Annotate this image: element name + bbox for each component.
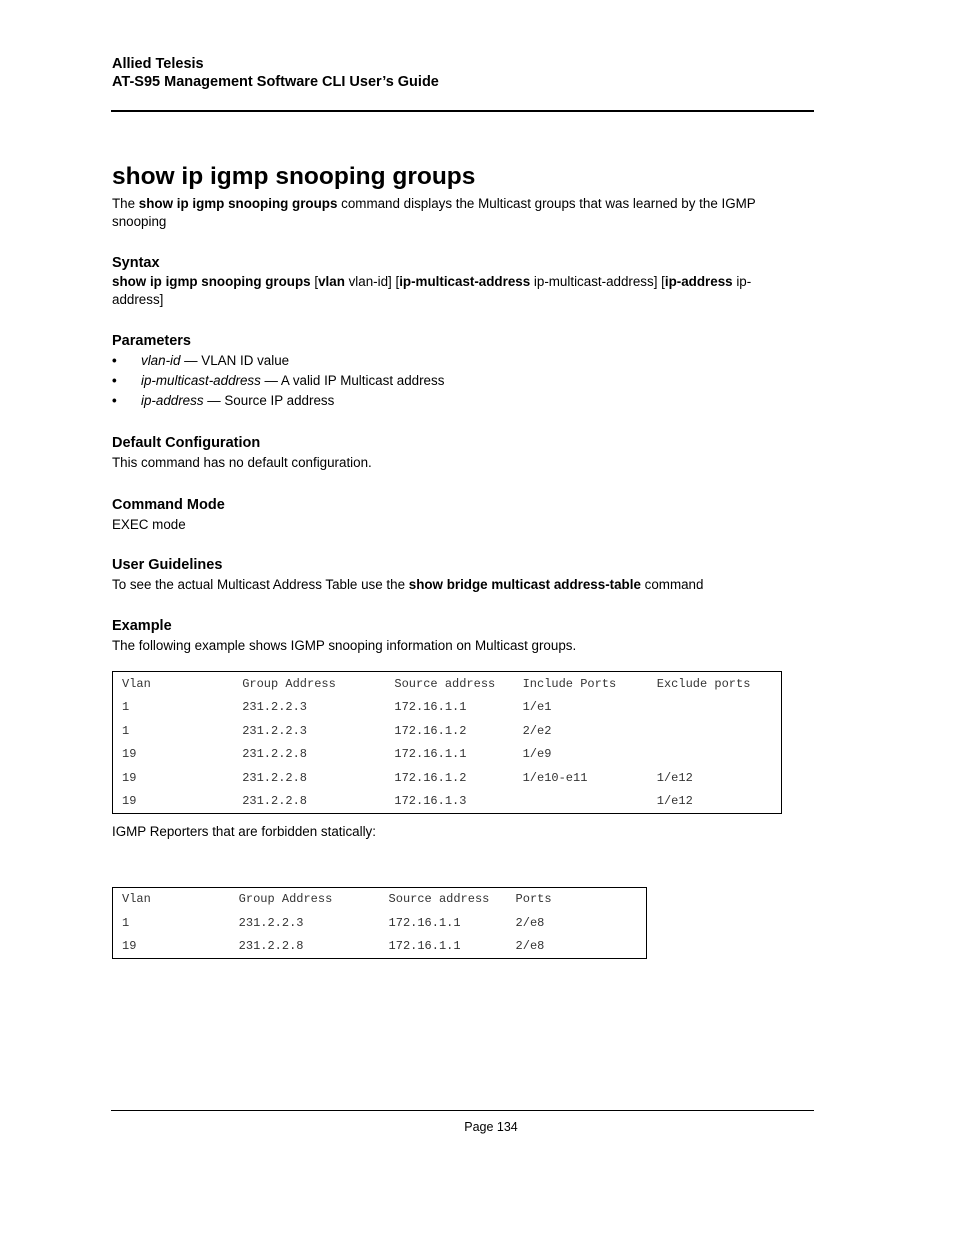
parameter-desc: — Source IP address xyxy=(203,393,335,408)
default-config-heading: Default Configuration xyxy=(112,435,261,451)
parameter-name: ip-multicast-address xyxy=(141,373,261,388)
page-number: Page 134 xyxy=(464,1120,518,1134)
forbidden-reporters-text: IGMP Reporters that are forbidden statically: xyxy=(112,824,376,839)
table-cell xyxy=(523,790,657,814)
table-row xyxy=(113,719,782,743)
table-cell: 1 xyxy=(113,696,243,720)
table-cell: 2/e8 xyxy=(515,915,545,930)
table-header-cell: Vlan xyxy=(122,892,151,907)
table-cell: 231.2.2.8 xyxy=(238,939,304,954)
user-guidelines-heading: User Guidelines xyxy=(112,557,223,573)
example-text: The following example shows IGMP snooping information on Multicast groups. xyxy=(112,637,577,653)
table-header-cell: Group Address xyxy=(242,676,336,691)
table-cell: 19 xyxy=(113,766,243,790)
table-cell: 172.16.1.3 xyxy=(394,794,467,809)
syntax-part: ip-multicast-address] [ xyxy=(530,274,665,289)
bullet-icon: • xyxy=(112,393,117,408)
table-cell xyxy=(657,743,782,767)
guide-title: AT-S95 Management Software CLI User’s Guide xyxy=(112,74,439,90)
table-cell: 1/e12 xyxy=(656,794,693,809)
table-cell: 1/e9 xyxy=(522,747,552,762)
parameter-desc: — A valid IP Multicast address xyxy=(260,373,445,388)
table-cell: 2/e8 xyxy=(515,939,545,954)
intro-command: show ip igmp snooping groups xyxy=(138,196,338,211)
command-mode-text: EXEC mode xyxy=(112,516,186,532)
intro-suffix: command displays the Multicast groups that was learned by the IGMP snooping xyxy=(112,196,756,229)
main-content xyxy=(112,160,802,959)
example-heading: Example xyxy=(112,617,172,634)
command-mode-heading: Command Mode xyxy=(112,496,225,513)
forbidden-reporters-table xyxy=(112,887,647,960)
syntax-part: ip-multicast-address xyxy=(399,274,531,289)
table-row xyxy=(113,790,782,814)
syntax-part: show ip igmp snooping groups xyxy=(112,274,311,289)
guidelines-command: show bridge multicast address-table xyxy=(408,577,641,592)
table-cell: 172.16.1.1 xyxy=(388,939,461,954)
header-divider xyxy=(111,110,814,112)
table-header-row xyxy=(113,672,782,696)
table-cell: 19 xyxy=(122,939,137,954)
table-cell: 1 xyxy=(122,915,130,930)
bullet-icon: • xyxy=(112,373,117,388)
table-header-cell: Exclude ports xyxy=(656,676,751,691)
parameters-heading: Parameters xyxy=(112,333,191,349)
company-name: Allied Telesis xyxy=(112,56,204,72)
table-cell: 231.2.2.8 xyxy=(242,747,307,762)
footer-divider xyxy=(111,1110,814,1111)
parameter-list xyxy=(112,351,802,411)
table-cell: 19 xyxy=(113,790,243,814)
table-header-row xyxy=(113,887,647,911)
table-header-cell: Group Address xyxy=(238,892,333,907)
table-cell: 19 xyxy=(113,743,243,767)
parameter-name: vlan-id xyxy=(141,353,181,368)
parameter-desc: — VLAN ID value xyxy=(180,353,290,368)
table-row xyxy=(113,696,782,720)
table-cell: 231.2.2.8 xyxy=(242,794,307,809)
default-config-text: This command has no default configuration. xyxy=(112,455,372,470)
table-header-cell: Include Ports xyxy=(522,676,617,691)
guidelines-prefix: To see the actual Multicast Address Table use the xyxy=(112,577,409,592)
parameter-item xyxy=(112,351,802,371)
table-cell: 172.16.1.1 xyxy=(388,915,461,930)
page-title: show ip igmp snooping groups xyxy=(112,163,476,190)
syntax-part: ip-address] xyxy=(112,274,752,307)
parameter-item xyxy=(112,371,802,391)
table-cell: 172.16.1.1 xyxy=(394,700,467,715)
parameter-item xyxy=(112,391,802,411)
table-header-cell: Vlan xyxy=(122,676,151,691)
table-cell: 172.16.1.1 xyxy=(394,747,467,762)
table-cell: 231.2.2.3 xyxy=(242,700,307,715)
user-guidelines-text xyxy=(112,576,802,594)
syntax-line xyxy=(112,273,802,308)
syntax-part: ip-address xyxy=(664,274,733,289)
table-cell xyxy=(657,696,782,720)
table-cell: 2/e2 xyxy=(522,723,552,738)
syntax-part: vlan-id] [ xyxy=(344,274,400,289)
syntax-part: [ xyxy=(310,274,319,289)
table-cell: 1/e12 xyxy=(656,770,693,785)
syntax-part: vlan xyxy=(318,274,345,289)
table-row xyxy=(113,911,647,935)
table-header-cell: Source address xyxy=(394,676,496,691)
table-cell: 231.2.2.3 xyxy=(238,915,304,930)
parameter-name: ip-address xyxy=(141,393,204,408)
intro-prefix: The xyxy=(112,196,139,211)
table-cell: 172.16.1.2 xyxy=(394,770,467,785)
igmp-groups-table xyxy=(112,671,782,814)
table-cell: 231.2.2.8 xyxy=(242,770,307,785)
table-cell: 231.2.2.3 xyxy=(242,723,307,738)
guidelines-suffix: command xyxy=(640,577,704,592)
bullet-icon: • xyxy=(112,353,117,368)
table-cell xyxy=(657,719,782,743)
table-row xyxy=(113,766,782,790)
table-cell: 1/e1 xyxy=(522,700,552,715)
table-header-cell: Ports xyxy=(515,892,552,907)
table-cell: 172.16.1.2 xyxy=(394,723,467,738)
table-row xyxy=(113,743,782,767)
table-row xyxy=(113,935,647,959)
table-header-cell: Source address xyxy=(388,892,490,907)
table-cell: 1 xyxy=(113,719,243,743)
table-cell: 1/e10-e11 xyxy=(522,770,588,785)
syntax-heading: Syntax xyxy=(112,255,160,271)
page-header xyxy=(112,55,814,91)
intro-paragraph xyxy=(112,195,802,230)
